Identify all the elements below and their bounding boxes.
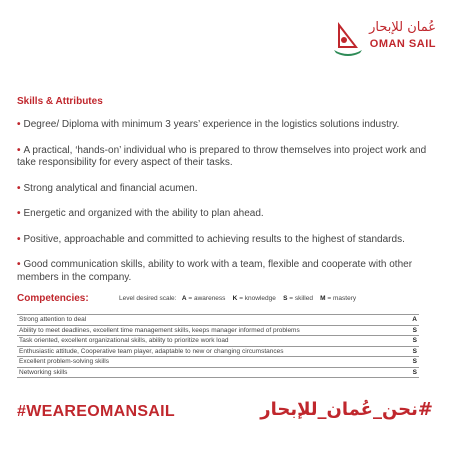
bullet-icon: • xyxy=(17,144,21,156)
table-row xyxy=(17,367,419,378)
skill-text: Positive, approachable and committed to achieving results to the highest of standards. xyxy=(23,233,405,245)
scale-key: S xyxy=(283,295,288,302)
logo-latin-text: OMAN SAIL xyxy=(369,38,436,50)
list-item xyxy=(17,259,437,284)
competencies-table xyxy=(17,314,419,378)
table-row xyxy=(17,346,419,357)
list-item xyxy=(17,183,437,196)
competency-name: Networking skills xyxy=(17,367,403,378)
competency-name: Task oriented, excellent organizational skills, ability to prioritize work load xyxy=(17,336,403,347)
scale-key: A xyxy=(181,295,187,302)
logo-arabic-text: عُمان للإبحار xyxy=(369,20,436,35)
hashtag-english: #WEAREOMANSAIL xyxy=(17,403,175,420)
competency-level: S xyxy=(403,325,419,336)
table-row xyxy=(17,325,419,336)
competencies-header xyxy=(17,293,437,307)
scale-key: K xyxy=(232,295,238,302)
oman-sail-logo xyxy=(330,18,440,58)
skill-text: A practical, ‘hands-on’ individual who is prepared to throw themselves into project work and take responsibility for every aspect of their tasks. xyxy=(17,144,427,168)
skill-text: Degree/ Diploma with minimum 3 years’ experience in the logistics solutions industry. xyxy=(23,119,400,130)
competency-level: A xyxy=(403,315,419,326)
list-item xyxy=(17,208,437,221)
scale-label: Level desired scale: xyxy=(119,295,177,302)
scale-key: M xyxy=(320,295,326,302)
list-item xyxy=(17,145,437,170)
skills-title: Skills & Attributes xyxy=(17,96,103,107)
scale-text: = knowledge xyxy=(239,295,276,302)
list-item xyxy=(17,119,437,132)
competency-name: Excellent problem-solving skills xyxy=(17,357,403,368)
hashtag-arabic: #نحن_عُمان_للإبحار xyxy=(260,399,433,420)
competency-name: Strong attention to deal xyxy=(17,315,403,326)
competencies-title: Competencies: xyxy=(17,293,89,304)
bullet-icon: • xyxy=(17,208,21,219)
skill-text: Good communication skills, ability to work with a team, flexible and cooperate with other members in the company. xyxy=(17,259,413,283)
competency-level: S xyxy=(403,357,419,368)
sail-logo-icon xyxy=(330,18,366,58)
table-row xyxy=(17,336,419,347)
competency-level: S xyxy=(403,367,419,378)
skill-text: Energetic and organized with the ability to plan ahead. xyxy=(23,208,264,219)
competency-level: S xyxy=(403,346,419,357)
scale-text: = skilled xyxy=(289,295,313,302)
bullet-icon: • xyxy=(17,119,21,130)
list-item xyxy=(17,234,437,247)
skill-text: Strong analytical and financial acumen. xyxy=(23,182,198,194)
bullet-icon: • xyxy=(17,233,21,245)
competency-name: Ability to meet deadlines, excellent time management skills, keeps manager informed of problems xyxy=(17,325,403,336)
bullet-icon: • xyxy=(17,182,21,194)
scale-text: = awareness xyxy=(188,295,226,302)
table-row xyxy=(17,357,419,368)
scale-text: = mastery xyxy=(327,295,357,302)
skills-list xyxy=(17,119,437,297)
level-scale xyxy=(119,295,356,302)
competency-level: S xyxy=(403,336,419,347)
competency-name: Enthusiastic attitude, Cooperative team player, adaptable to new or changing circumstances xyxy=(17,346,403,357)
bullet-icon: • xyxy=(17,259,21,270)
table-row xyxy=(17,315,419,326)
